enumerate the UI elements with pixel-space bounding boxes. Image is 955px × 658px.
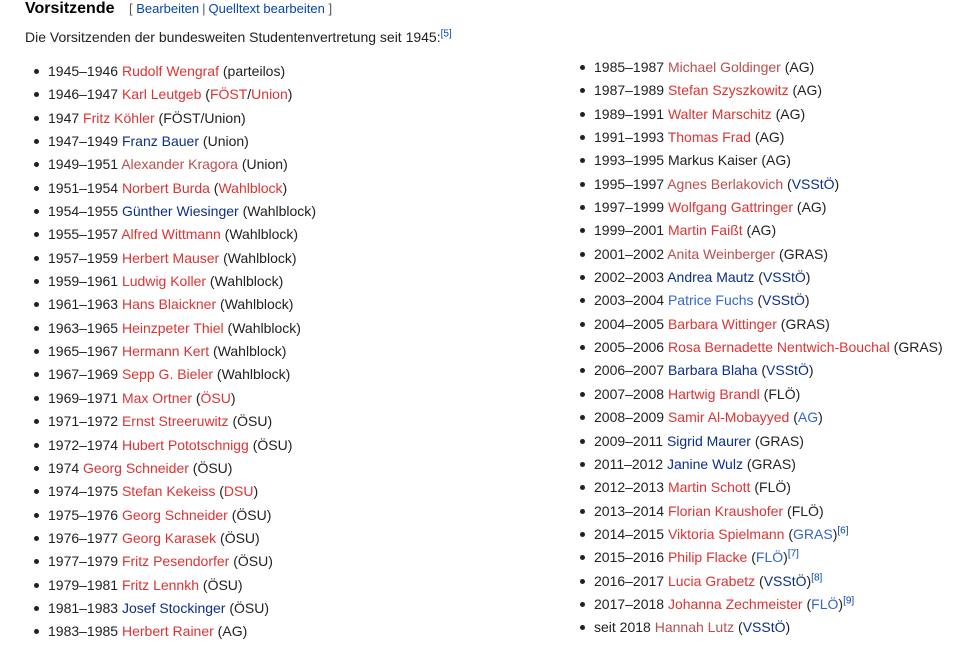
- party-link[interactable]: VSStÖ: [762, 292, 805, 309]
- list-item: 2001–2002 Anita Weinberger (GRAS): [580, 244, 943, 267]
- term-years: 2006–2007: [594, 362, 665, 379]
- party-name: GRAS: [759, 432, 800, 449]
- list-item: seit 2018 Hannah Lutz (VSStÖ): [580, 617, 943, 640]
- term-years: 1971–1972: [48, 413, 119, 430]
- party-name: ÖSU: [197, 459, 228, 476]
- list-item: 1963–1965 Heinzpeter Thiel (Wahlblock): [34, 318, 316, 341]
- party-link[interactable]: ÖSU: [200, 389, 231, 406]
- list-item: 1995–1997 Agnes Berlakovich (VSStÖ): [580, 174, 943, 197]
- person-link[interactable]: Samir Al-Mobayyed: [667, 409, 790, 426]
- term-years: 1976–1977: [48, 529, 119, 546]
- term-years: 1975–1976: [48, 506, 119, 523]
- party-link[interactable]: FLÖ: [755, 549, 784, 566]
- list-item: 2015–2016 Philip Flacke (FLÖ)[7]: [580, 547, 943, 570]
- list-item: 1945–1946 Rudolf Wengraf (parteilos): [34, 61, 316, 84]
- person-link[interactable]: Georg Schneider: [83, 459, 189, 476]
- person-link[interactable]: Hubert Pototschnigg: [121, 436, 249, 453]
- reference-link[interactable]: [6]: [837, 525, 849, 537]
- list-item: 1947–1949 Franz Bauer (Union): [34, 131, 316, 154]
- term-years: 2016–2017: [594, 572, 665, 589]
- party-name: Wahlblock: [229, 226, 294, 243]
- list-item: 2013–2014 Florian Kraushofer (FLÖ): [580, 501, 943, 524]
- term-years: 1945–1946: [48, 63, 119, 79]
- person-link[interactable]: Sigrid Maurer: [666, 432, 751, 449]
- person-link[interactable]: Thomas Frad: [667, 129, 751, 146]
- party-link[interactable]: FLÖ: [811, 595, 839, 612]
- term-years: 1997–1999: [594, 199, 665, 216]
- list-item: 2007–2008 Hartwig Brandl (FLÖ): [580, 384, 943, 407]
- list-item: 1997–1999 Wolfgang Gattringer (AG): [580, 197, 943, 220]
- list-item: 2017–2018 Johanna Zechmeister (FLÖ)[9]: [580, 594, 943, 617]
- section-title: Vorsitzende: [25, 0, 115, 17]
- party-link[interactable]: FÖST: [209, 86, 248, 103]
- term-years: 1974: [48, 459, 80, 476]
- party-link[interactable]: DSU: [223, 483, 254, 500]
- person-link[interactable]: Fritz Lennkh: [121, 576, 200, 593]
- term-years: 1946–1947: [48, 86, 119, 103]
- list-item: 1974 Georg Schneider (ÖSU): [34, 458, 316, 481]
- term-years: 1987–1989: [594, 82, 665, 99]
- term-years: 2012–2013: [594, 479, 665, 496]
- party-name: GRAS: [898, 339, 939, 356]
- reference[interactable]: [811, 572, 822, 583]
- list-item: 1947 Fritz Köhler (FÖST/Union): [34, 108, 316, 131]
- term-years: 2015–2016: [594, 549, 665, 566]
- term-years: 1972–1974: [48, 436, 119, 453]
- person-link[interactable]: Anita Weinberger: [667, 245, 776, 262]
- term-years: 1979–1981: [48, 576, 119, 593]
- party-name: AG: [759, 129, 780, 146]
- person-link[interactable]: Georg Schneider: [121, 506, 228, 523]
- person-link[interactable]: Josef Stockinger: [121, 599, 226, 616]
- term-years: 2011–2012: [594, 455, 664, 472]
- term-years: 1977–1979: [48, 553, 119, 570]
- party-name: FLÖ: [768, 385, 796, 402]
- person-link[interactable]: Wolfgang Gattringer: [667, 199, 793, 216]
- term-years: 1954–1955: [48, 203, 119, 220]
- party-name: ÖSU: [237, 413, 268, 430]
- person-link[interactable]: Herbert Rainer: [121, 623, 214, 640]
- party-name: ÖSU: [257, 436, 288, 453]
- term-years: 1949–1951: [48, 156, 119, 173]
- term-years: 1957–1959: [48, 249, 119, 266]
- person-link[interactable]: Heinzpeter Thiel: [121, 319, 224, 336]
- list-item: 1957–1959 Herbert Mauser (Wahlblock): [34, 248, 316, 271]
- party-link[interactable]: GRAS: [793, 525, 833, 542]
- chair-list-left: [34, 61, 316, 645]
- list-item: 2003–2004 Patrice Fuchs (VSStÖ): [580, 290, 943, 313]
- party-name: GRAS: [785, 315, 826, 332]
- person-link[interactable]: Andrea Mautz: [667, 269, 755, 286]
- party-name: AG: [222, 623, 243, 640]
- person-link[interactable]: Stefan Szyszkowitz: [667, 82, 789, 99]
- list-item: 1961–1963 Hans Blaickner (Wahlblock): [34, 294, 316, 317]
- party-name: AG: [797, 82, 818, 99]
- person-link[interactable]: Hartwig Brandl: [667, 385, 760, 402]
- person-link[interactable]: Martin Schott: [667, 479, 751, 496]
- party-name: ÖSU: [234, 599, 265, 616]
- party-name: ÖSU: [237, 553, 269, 570]
- person-link[interactable]: Walter Marschitz: [667, 105, 772, 122]
- edit-section-links: [129, 1, 332, 16]
- term-years: 2013–2014: [594, 502, 665, 519]
- person-link[interactable]: Stefan Kekeiss: [121, 483, 216, 500]
- party-name: GRAS: [751, 455, 792, 472]
- edit-link[interactable]: Bearbeiten: [136, 1, 200, 16]
- party-link[interactable]: VSStÖ: [791, 175, 835, 192]
- list-item: 2014–2015 Viktoria Spielmann (GRAS)[6]: [580, 524, 943, 547]
- term-years: 1993–1995: [594, 152, 665, 169]
- list-item: 1985–1987 Michael Goldinger (AG): [580, 57, 943, 80]
- intro-text: Die Vorsitzenden der bundesweiten Studentenvertretung seit 1945:: [25, 29, 441, 45]
- list-item: 2012–2013 Martin Schott (FLÖ): [580, 477, 943, 500]
- term-years: 1961–1963: [48, 296, 119, 313]
- party-name: Wahlblock: [232, 319, 297, 336]
- list-item: 1967–1969 Sepp G. Bieler (Wahlblock): [34, 364, 316, 387]
- party-name: parteilos: [227, 63, 281, 79]
- edit-separator: |: [202, 1, 206, 16]
- party-name: AG: [789, 59, 810, 75]
- party-link[interactable]: Wahlblock: [218, 179, 283, 196]
- term-years: 2001–2002: [594, 245, 665, 262]
- term-years: 2009–2011: [594, 432, 664, 449]
- person-link[interactable]: Hermann Kert: [121, 343, 210, 360]
- list-item: 1951–1954 Norbert Burda (Wahlblock): [34, 178, 316, 201]
- person-link[interactable]: Ludwig Koller: [121, 273, 207, 290]
- party-link[interactable]: VSStÖ: [742, 619, 786, 636]
- person-link[interactable]: Johanna Zechmeister: [667, 595, 803, 612]
- term-years: 1974–1975: [48, 483, 119, 500]
- list-item: 1993–1995 Markus Kaiser (AG): [580, 150, 943, 173]
- term-years: 2014–2015: [594, 525, 665, 542]
- term-years: 1985–1987: [594, 59, 665, 75]
- person-link[interactable]: Rudolf Wengraf: [121, 63, 219, 79]
- term-years: 1955–1957: [48, 226, 119, 243]
- person-link[interactable]: Alfred Wittmann: [121, 226, 221, 243]
- term-years: 1967–1969: [48, 366, 119, 383]
- person-link[interactable]: Philip Flacke: [667, 549, 748, 566]
- list-item: 2002–2003 Andrea Mautz (VSStÖ): [580, 267, 943, 290]
- person-link[interactable]: Agnes Berlakovich: [667, 175, 784, 192]
- list-item: 1989–1991 Walter Marschitz (AG): [580, 104, 943, 127]
- list-item: 1987–1989 Stefan Szyszkowitz (AG): [580, 80, 943, 103]
- party-name: Wahlblock: [224, 296, 289, 313]
- party-name: AG: [801, 199, 822, 216]
- term-years: 1951–1954: [48, 179, 119, 196]
- reference-link[interactable]: [9]: [843, 595, 855, 607]
- edit-bracket-close: ]: [328, 1, 333, 16]
- list-item: 1969–1971 Max Ortner (ÖSU): [34, 388, 316, 411]
- term-years: 1999–2001: [594, 222, 665, 239]
- person-link[interactable]: Ernst Streeruwitz: [121, 413, 229, 430]
- person-link[interactable]: Karl Leutgeb: [121, 86, 202, 103]
- party-name: AG: [766, 152, 787, 169]
- person-link[interactable]: Florian Kraushofer: [667, 502, 784, 519]
- term-years: 2017–2018: [594, 595, 665, 612]
- list-item: 2008–2009 Samir Al-Mobayyed (AG): [580, 407, 943, 430]
- person-link[interactable]: Barbara Wittinger: [667, 315, 777, 332]
- person-link[interactable]: Viktoria Spielmann: [667, 525, 785, 542]
- list-item: 1977–1979 Fritz Pesendorfer (ÖSU): [34, 551, 316, 574]
- person-link[interactable]: Martin Faißt: [667, 222, 743, 239]
- intro-reference[interactable]: [441, 28, 452, 39]
- intro-reference-link[interactable]: [5]: [440, 28, 452, 40]
- term-years: 2008–2009: [594, 409, 665, 426]
- person-link[interactable]: Georg Karasek: [121, 529, 217, 546]
- reference[interactable]: [843, 595, 854, 606]
- person-link[interactable]: Norbert Burda: [121, 179, 210, 196]
- term-years: 1981–1983: [48, 599, 119, 616]
- party-name: Union: [207, 133, 245, 150]
- party-name: FLÖ: [791, 502, 819, 519]
- list-item: 1976–1977 Georg Karasek (ÖSU): [34, 528, 316, 551]
- list-item: 2004–2005 Barbara Wittinger (GRAS): [580, 314, 943, 337]
- intro-paragraph: [25, 29, 452, 45]
- person-link[interactable]: Rosa Bernadette Nentwich-Bouchal: [667, 339, 890, 356]
- person-link[interactable]: Hannah Lutz: [654, 619, 735, 636]
- list-item: 1999–2001 Martin Faißt (AG): [580, 220, 943, 243]
- party-name: FÖST/Union: [163, 109, 241, 126]
- reference[interactable]: [788, 549, 799, 560]
- list-item: 1974–1975 Stefan Kekeiss (DSU): [34, 481, 316, 504]
- edit-bracket-open: [: [128, 1, 133, 16]
- person-name: Markus Kaiser: [667, 152, 758, 169]
- party-link[interactable]: AG: [797, 409, 819, 426]
- party-name: Wahlblock: [214, 273, 279, 290]
- term-years: 1995–1997: [594, 175, 665, 192]
- list-item: 1965–1967 Hermann Kert (Wahlblock): [34, 341, 316, 364]
- term-years: 2002–2003: [594, 269, 665, 286]
- section-heading-row: [25, 0, 332, 22]
- party-name: ÖSU: [224, 529, 256, 546]
- term-years: 1991–1993: [594, 129, 665, 146]
- reference-link[interactable]: [7]: [787, 548, 799, 560]
- party-separator: /: [247, 86, 252, 103]
- term-years: seit 2018: [594, 619, 651, 636]
- person-link[interactable]: Fritz Köhler: [83, 109, 155, 126]
- person-link[interactable]: Günther Wiesinger: [121, 203, 239, 220]
- list-item: 1949–1951 Alexander Kragora (Union): [34, 154, 316, 177]
- list-item: 2011–2012 Janine Wulz (GRAS): [580, 454, 943, 477]
- person-link[interactable]: Michael Goldinger: [667, 59, 781, 75]
- party-name: Wahlblock: [227, 249, 292, 266]
- party-link[interactable]: VSStÖ: [763, 572, 807, 589]
- person-link[interactable]: Patrice Fuchs: [667, 292, 754, 309]
- list-item: 2006–2007 Barbara Blaha (VSStÖ): [580, 360, 943, 383]
- list-item: 2009–2011 Sigrid Maurer (GRAS): [580, 431, 943, 454]
- person-link[interactable]: Herbert Mauser: [121, 249, 220, 266]
- reference[interactable]: [837, 525, 848, 536]
- party-name: Union: [246, 156, 284, 173]
- party-name: ÖSU: [236, 506, 267, 523]
- reference-link[interactable]: [8]: [811, 571, 823, 583]
- term-years: 1947: [48, 109, 80, 126]
- party-name: Wahlblock: [221, 366, 286, 383]
- party-name: Wahlblock: [217, 343, 282, 360]
- list-item: 1983–1985 Herbert Rainer (AG): [34, 621, 316, 644]
- term-years: 2003–2004: [594, 292, 665, 309]
- term-years: 1963–1965: [48, 319, 119, 336]
- person-link[interactable]: Fritz Pesendorfer: [121, 553, 230, 570]
- person-link[interactable]: Franz Bauer: [121, 133, 200, 150]
- term-years: 1959–1961: [48, 273, 119, 290]
- person-link[interactable]: Lucia Grabetz: [667, 572, 756, 589]
- list-item: 1975–1976 Georg Schneider (ÖSU): [34, 505, 316, 528]
- list-item: 1971–1972 Ernst Streeruwitz (ÖSU): [34, 411, 316, 434]
- term-years: 2007–2008: [594, 385, 665, 402]
- list-item: 1954–1955 Günther Wiesinger (Wahlblock): [34, 201, 316, 224]
- list-item: 1955–1957 Alfred Wittmann (Wahlblock): [34, 224, 316, 247]
- list-item: 1991–1993 Thomas Frad (AG): [580, 127, 943, 150]
- term-years: 1983–1985: [48, 623, 119, 640]
- term-years: 2004–2005: [594, 315, 665, 332]
- term-years: 2005–2006: [594, 339, 665, 356]
- edit-source-link[interactable]: Quelltext bearbeiten: [208, 1, 325, 16]
- list-item: 1981–1983 Josef Stockinger (ÖSU): [34, 598, 316, 621]
- party-name: GRAS: [783, 245, 824, 262]
- party-name: Wahlblock: [247, 203, 312, 220]
- list-item: 2005–2006 Rosa Bernadette Nentwich-Bouchal (GRAS): [580, 337, 943, 360]
- chair-list-right: [580, 57, 943, 641]
- party-link[interactable]: Union: [251, 86, 288, 103]
- term-years: 1965–1967: [48, 343, 119, 360]
- person-link[interactable]: Barbara Blaha: [667, 362, 758, 379]
- party-link[interactable]: VSStÖ: [766, 362, 809, 379]
- party-link[interactable]: VSStÖ: [762, 269, 806, 286]
- list-item: 1946–1947 Karl Leutgeb (FÖST/Union): [34, 84, 316, 107]
- person-link[interactable]: Sepp G. Bieler: [121, 366, 214, 383]
- term-years: 1989–1991: [594, 105, 665, 122]
- person-link[interactable]: Alexander Kragora: [121, 156, 238, 173]
- person-link[interactable]: Janine Wulz: [666, 455, 743, 472]
- party-name: AG: [780, 105, 801, 122]
- party-name: AG: [751, 222, 772, 239]
- list-item: 2016–2017 Lucia Grabetz (VSStÖ)[8]: [580, 571, 943, 594]
- term-years: 1947–1949: [48, 133, 119, 150]
- party-name: ÖSU: [207, 576, 238, 593]
- person-link[interactable]: Hans Blaickner: [121, 296, 217, 313]
- list-item: 1959–1961 Ludwig Koller (Wahlblock): [34, 271, 316, 294]
- list-item: 1972–1974 Hubert Pototschnigg (ÖSU): [34, 435, 316, 458]
- person-link[interactable]: Max Ortner: [121, 389, 192, 406]
- party-name: FLÖ: [759, 479, 787, 496]
- term-years: 1969–1971: [48, 389, 119, 406]
- list-item: 1979–1981 Fritz Lennkh (ÖSU): [34, 575, 316, 598]
